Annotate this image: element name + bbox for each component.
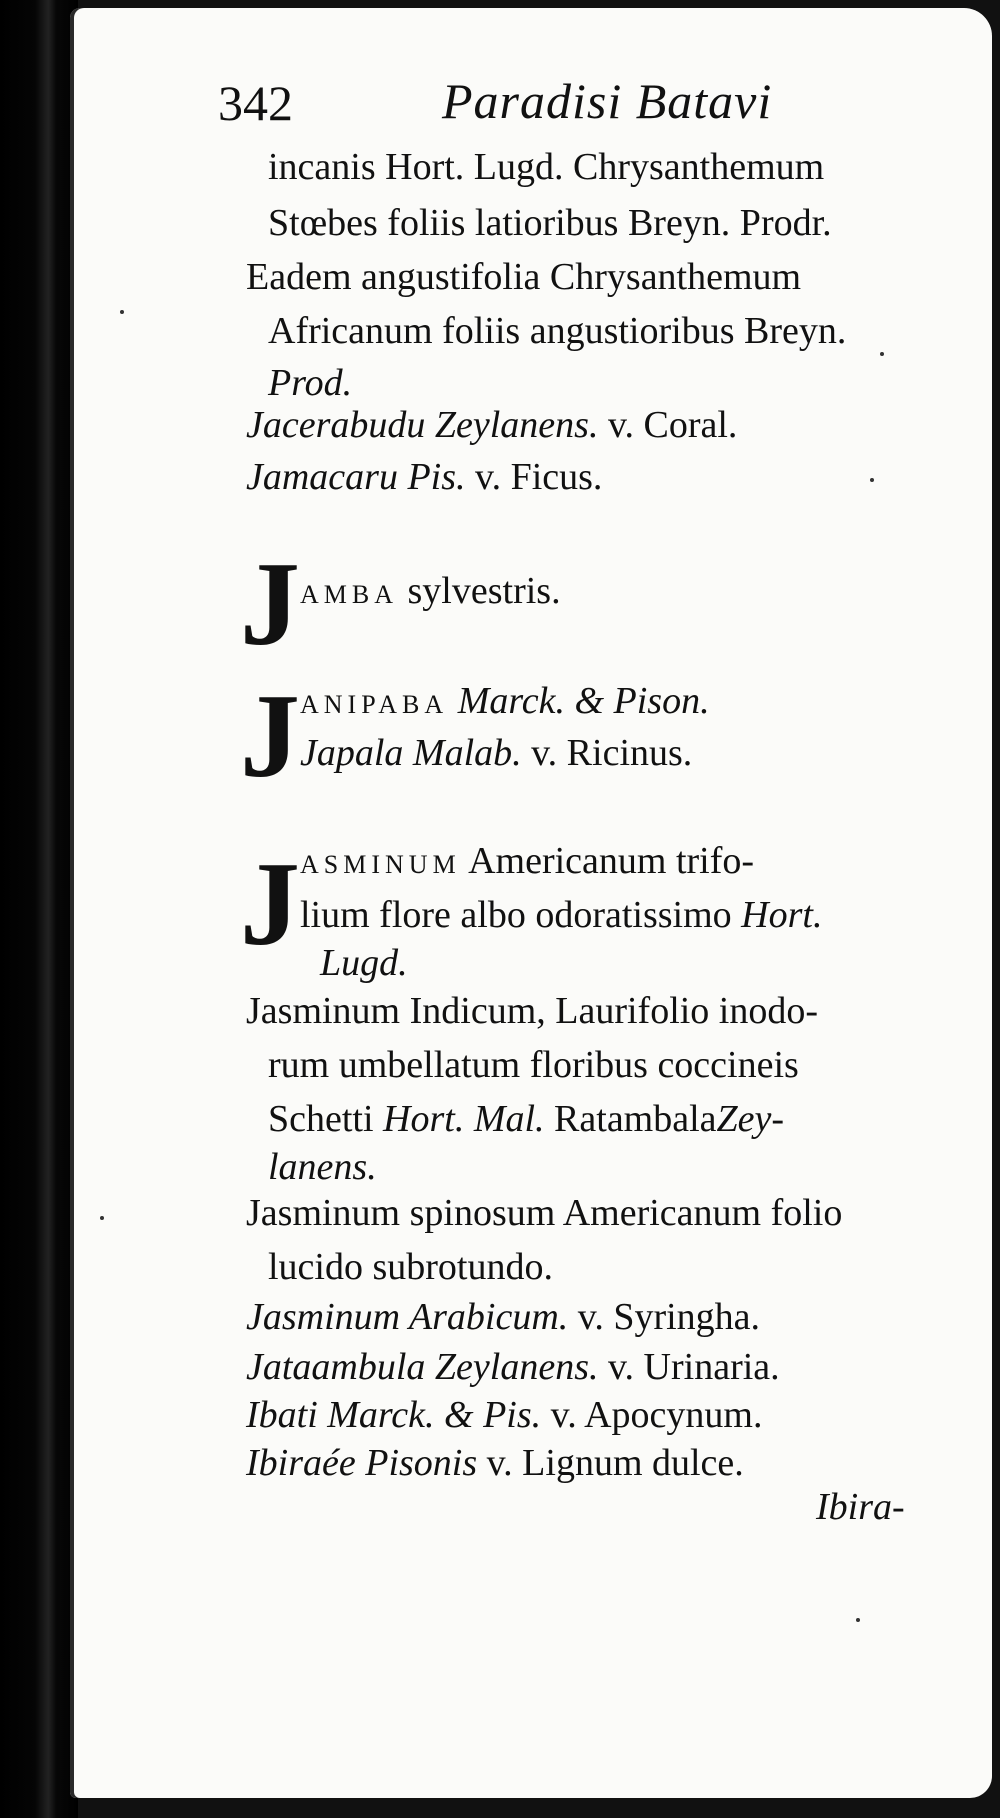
entry-line: Jasminum Indicum, Laurifolio inodo- [246, 990, 819, 1032]
entry-line: rum umbellatum floribus coccineis [268, 1044, 799, 1086]
entry-text: Schetti [268, 1098, 374, 1140]
paper-speck [880, 352, 884, 356]
headword-entry [300, 682, 710, 720]
book-spine-edge [0, 0, 78, 1818]
entry-line: Africanum foliis angustioribus Breyn. [268, 310, 847, 352]
paper-speck [100, 1216, 104, 1220]
entry-name: Japala Malab. [300, 732, 522, 774]
cross-reference-entry [246, 458, 602, 496]
page-number: 342 [218, 75, 293, 131]
headword-smallcaps: ASMINUM [300, 850, 461, 879]
entry-name: Ibati Marck. & Pis. [246, 1394, 542, 1436]
entry-reference: v. Ricinus. [531, 732, 693, 774]
entry-reference: v. Urinaria. [608, 1346, 780, 1388]
entry-line [300, 896, 822, 934]
entry-reference: v. Syringha. [577, 1296, 761, 1338]
cross-reference-entry [246, 1348, 780, 1386]
entry-line: incanis Hort. Lugd. Chrysanthemum [268, 146, 825, 188]
entry-line: Lugd. [320, 942, 408, 984]
entry-name: Jamacaru Pis. [246, 456, 466, 498]
entry-source: Hort. Mal. [383, 1098, 545, 1140]
cross-reference-entry [246, 1444, 744, 1482]
entry-text: lium flore albo odoratissimo [300, 894, 732, 936]
headword-text: Americanum trifo- [468, 840, 755, 882]
entry-name: Jasminum Arabicum. [246, 1296, 569, 1338]
entry-line: lanens. [268, 1146, 377, 1188]
cross-reference-entry [246, 1396, 762, 1434]
entry-name: Jacerabudu Zeylanens. [246, 404, 599, 446]
paper-speck [856, 1618, 860, 1622]
entry-reference: v. Coral. [607, 404, 738, 446]
running-title: Paradisi Batavi [442, 73, 773, 129]
headword-entry [300, 572, 561, 610]
cross-reference-entry [246, 406, 737, 444]
entry-line: Jasminum spinosum Americanum folio [246, 1192, 843, 1234]
entry-line: lucido subrotundo. [268, 1246, 553, 1288]
entry-line [268, 1100, 784, 1138]
entry-line: Eadem angustifolia Chrysanthemum [246, 256, 802, 298]
drop-cap-initial: J [240, 669, 300, 802]
paper-speck [120, 310, 124, 314]
paper-speck [870, 478, 874, 482]
catchword: Ibira- [816, 1486, 905, 1528]
entry-source: Hort. [741, 894, 823, 936]
book-page [70, 8, 992, 1798]
entry-text: Ratambala [554, 1098, 717, 1140]
entry-reference: v. Apocynum. [550, 1394, 763, 1436]
entry-text: Zey- [716, 1098, 785, 1140]
entry-line: Stœbes foliis latioribus Breyn. Prodr. [268, 202, 832, 244]
headword-smallcaps: ANIPABA [300, 690, 449, 719]
entry-name: Ibiraée Pisonis [246, 1442, 478, 1484]
headword-text: Marck. & Pison. [457, 680, 710, 722]
drop-cap-initial: J [240, 837, 300, 970]
headword-smallcaps: AMBA [300, 580, 399, 609]
cross-reference-entry [246, 1298, 760, 1336]
entry-reference: v. Lignum dulce. [486, 1442, 744, 1484]
drop-cap-initial: J [240, 537, 300, 670]
entry-reference: v. Ficus. [475, 456, 603, 498]
entry-line: Prod. [268, 362, 353, 404]
headword-entry [300, 842, 754, 880]
headword-text: sylvestris. [407, 570, 561, 612]
cross-reference-entry [300, 734, 692, 772]
entry-name: Jataambula Zeylanens. [246, 1346, 599, 1388]
